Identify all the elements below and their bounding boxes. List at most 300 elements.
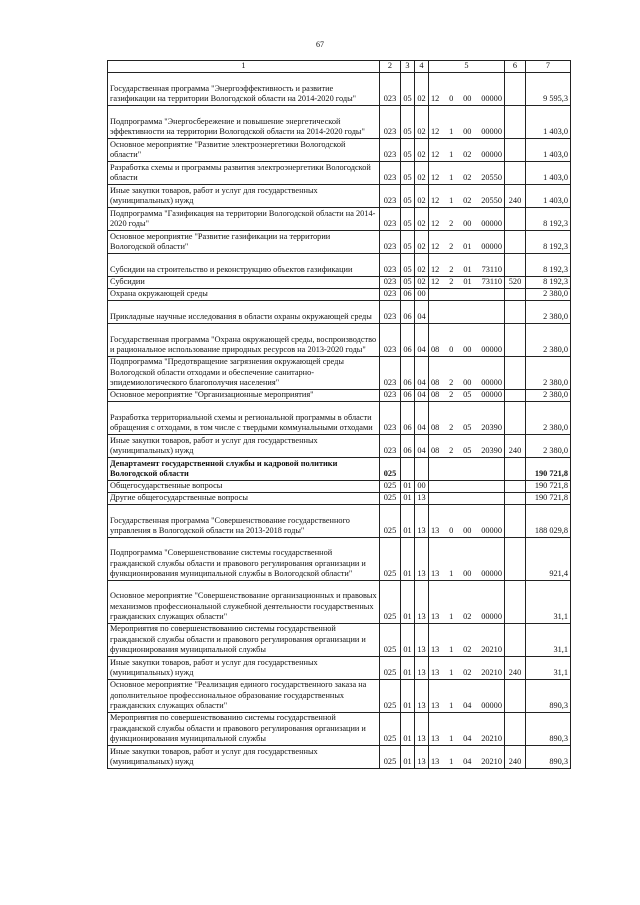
target-article-part: 20210 [481,757,502,766]
row-name-cell: Иные закупки товаров, работ и услуг для государственных (муниципальных) нужд [108,656,380,679]
admin-code-cell: 023 [380,300,401,323]
admin-code-cell: 023 [380,207,401,230]
target-article-part: 13 [431,668,440,677]
expense-type-cell [505,457,526,480]
target-article-part: 12 [431,277,440,286]
admin-code-cell: 025 [380,580,401,623]
admin-code-cell: 023 [380,161,401,184]
table-row [108,323,571,356]
header-cell: 7 [526,61,571,73]
section-code-cell: 06 [401,434,415,457]
table-row [108,288,571,300]
amount-cell: 921,4 [526,537,571,580]
header-cell: 6 [505,61,526,73]
target-article-part: 02 [463,196,472,205]
section-code-cell: 05 [401,138,415,161]
target-article-part: 05 [463,423,472,432]
target-article-part: 1 [449,701,454,710]
target-article-part: 00 [463,569,472,578]
target-article-part: 13 [431,526,440,535]
table-row [108,276,571,288]
amount-cell: 890,3 [526,745,571,768]
target-article-code [431,612,502,623]
admin-code-cell: 023 [380,253,401,276]
table-row [108,389,571,401]
target-article-part: 08 [431,446,440,455]
target-article-part: 02 [463,645,472,654]
target-article-part: 00 [463,127,472,136]
target-article-part: 13 [431,701,440,710]
target-article-part: 08 [431,345,440,354]
expense-type-cell [505,138,526,161]
target-article-part: 1 [449,645,454,654]
table-row [108,184,571,207]
target-article-part: 0 [449,94,454,103]
amount-cell: 188 029,8 [526,504,571,537]
target-article-cell [429,745,505,768]
target-article-cell [429,401,505,434]
target-article-part: 01 [463,277,472,286]
expense-type-cell: 240 [505,656,526,679]
section-code-cell: 06 [401,323,415,356]
target-article-part: 73110 [481,277,502,286]
target-article-part: 1 [449,173,454,182]
row-name-cell: Иные закупки товаров, работ и услуг для государственных (муниципальных) нужд [108,434,380,457]
expense-type-cell [505,288,526,300]
table-row [108,356,571,389]
subsection-code-cell: 13 [415,679,429,712]
table-row [108,138,571,161]
row-name-cell: Государственная программа "Энергоэффективность и развитие газификации на территории Вологодской области на 2014-2020 годы" [108,72,380,105]
target-article-code [431,127,502,138]
section-code-cell: 05 [401,230,415,253]
expense-type-cell: 240 [505,434,526,457]
subsection-code-cell: 13 [415,492,429,504]
subsection-code-cell: 02 [415,253,429,276]
target-article-code [431,757,502,768]
target-article-cell [429,300,505,323]
target-article-cell [429,679,505,712]
expense-type-cell [505,480,526,492]
target-article-cell [429,105,505,138]
table-row [108,207,571,230]
header-cell: 2 [380,61,401,73]
admin-code-cell: 025 [380,492,401,504]
target-article-cell [429,537,505,580]
target-article-part: 20550 [481,196,502,205]
target-article-part: 1 [449,757,454,766]
target-article-part: 02 [463,612,472,621]
section-code-cell: 06 [401,356,415,389]
table-row [108,401,571,434]
row-name-cell: Департамент государственной службы и кадровой политики Вологодской области [108,457,380,480]
target-article-code [431,701,502,712]
expense-type-cell [505,300,526,323]
row-name-cell: Другие общегосударственные вопросы [108,492,380,504]
amount-cell: 1 403,0 [526,138,571,161]
amount-cell: 2 380,0 [526,288,571,300]
amount-cell: 31,1 [526,580,571,623]
subsection-code-cell: 00 [415,480,429,492]
target-article-part: 00000 [481,150,502,159]
target-article-code [431,734,502,745]
target-article-cell [429,457,505,480]
amount-cell: 8 192,3 [526,207,571,230]
target-article-part: 00 [463,94,472,103]
expense-type-cell [505,623,526,656]
subsection-code-cell: 13 [415,504,429,537]
amount-cell: 1 403,0 [526,105,571,138]
subsection-code-cell: 04 [415,401,429,434]
table-row [108,457,571,480]
amount-cell: 31,1 [526,656,571,679]
target-article-code [431,219,502,230]
target-article-part: 12 [431,242,440,251]
target-article-part: 02 [463,150,472,159]
row-name-cell: Подпрограмма "Газификация на территории Вологодской области на 2014-2020 годы" [108,207,380,230]
row-name-cell: Субсидии [108,276,380,288]
admin-code-cell: 023 [380,230,401,253]
target-article-cell [429,492,505,504]
target-article-part: 2 [449,219,454,228]
target-article-code [431,668,502,679]
subsection-code-cell: 02 [415,138,429,161]
target-article-code [431,277,502,288]
row-name-cell: Разработка территориальной схемы и региональной программы в области обращения с отходами, в том числе с твердыми коммунальными отходами [108,401,380,434]
target-article-part: 20210 [481,668,502,677]
admin-code-cell: 025 [380,745,401,768]
section-code-cell: 05 [401,207,415,230]
target-article-cell [429,72,505,105]
target-article-part: 13 [431,612,440,621]
admin-code-cell: 023 [380,434,401,457]
admin-code-cell: 025 [380,504,401,537]
section-code-cell: 05 [401,253,415,276]
admin-code-cell: 023 [380,72,401,105]
expense-type-cell: 240 [505,184,526,207]
amount-cell: 190 721,8 [526,492,571,504]
row-name-cell: Общегосударственные вопросы [108,480,380,492]
admin-code-cell: 023 [380,105,401,138]
row-name-cell: Охрана окружающей среды [108,288,380,300]
subsection-code-cell: 02 [415,105,429,138]
amount-cell: 8 192,3 [526,253,571,276]
table-row [108,105,571,138]
section-code-cell [401,457,415,480]
target-article-cell [429,712,505,745]
target-article-part: 20390 [481,446,502,455]
budget-table [107,60,571,769]
expense-type-cell [505,323,526,356]
admin-code-cell: 025 [380,457,401,480]
section-code-cell: 05 [401,184,415,207]
target-article-part: 00 [463,219,472,228]
amount-cell: 2 380,0 [526,434,571,457]
amount-cell: 1 403,0 [526,161,571,184]
target-article-part: 04 [463,734,472,743]
expense-type-cell [505,580,526,623]
target-article-code [431,378,502,389]
target-article-cell [429,434,505,457]
row-name-cell: Основное мероприятие "Совершенствование организационных и правовых механизмов профессиональной служебной деятельности государственных гражданских служащих области" [108,580,380,623]
target-article-part: 2 [449,277,454,286]
target-article-part: 0 [449,526,454,535]
table-header-row [108,61,571,73]
subsection-code-cell: 04 [415,434,429,457]
target-article-part: 13 [431,569,440,578]
target-article-cell [429,623,505,656]
admin-code-cell: 023 [380,184,401,207]
section-code-cell: 05 [401,72,415,105]
amount-cell: 31,1 [526,623,571,656]
target-article-part: 1 [449,612,454,621]
target-article-part: 12 [431,219,440,228]
target-article-part: 20550 [481,173,502,182]
target-article-part: 01 [463,242,472,251]
target-article-part: 05 [463,446,472,455]
subsection-code-cell [415,457,429,480]
expense-type-cell [505,207,526,230]
target-article-code [431,173,502,184]
subsection-code-cell: 04 [415,300,429,323]
target-article-part: 00 [463,526,472,535]
target-article-part: 00000 [481,127,502,136]
table-row [108,253,571,276]
table-row [108,537,571,580]
target-article-part: 00 [463,345,472,354]
target-article-part: 08 [431,390,440,399]
target-article-part: 1 [449,734,454,743]
target-article-code [431,423,502,434]
expense-type-cell: 520 [505,276,526,288]
amount-cell: 2 380,0 [526,323,571,356]
section-code-cell: 01 [401,504,415,537]
section-code-cell: 01 [401,712,415,745]
table-row [108,656,571,679]
section-code-cell: 06 [401,288,415,300]
target-article-part: 02 [463,668,472,677]
row-name-cell: Подпрограмма "Совершенствование системы государственной гражданской службы области и правового регулирования организации и функционирования муниципальной службы в Вологодской области" [108,537,380,580]
admin-code-cell: 025 [380,679,401,712]
section-code-cell: 01 [401,580,415,623]
target-article-part: 1 [449,569,454,578]
admin-code-cell: 023 [380,323,401,356]
expense-type-cell: 240 [505,745,526,768]
target-article-cell [429,207,505,230]
target-article-part: 20390 [481,423,502,432]
row-name-cell: Разработка схемы и программы развития электроэнергетики Вологодской области [108,161,380,184]
target-article-part: 1 [449,127,454,136]
table-row [108,580,571,623]
target-article-part: 73110 [481,265,502,274]
section-code-cell: 06 [401,389,415,401]
admin-code-cell: 023 [380,356,401,389]
table-row [108,480,571,492]
table-body [108,72,571,768]
target-article-code [431,94,502,105]
subsection-code-cell: 04 [415,356,429,389]
target-article-part: 02 [463,173,472,182]
target-article-code [431,390,502,401]
row-name-cell: Иные закупки товаров, работ и услуг для государственных (муниципальных) нужд [108,184,380,207]
section-code-cell: 01 [401,537,415,580]
target-article-part: 12 [431,94,440,103]
subsection-code-cell: 13 [415,580,429,623]
target-article-cell [429,323,505,356]
table-row [108,504,571,537]
header-cell: 5 [429,61,505,73]
target-article-cell [429,276,505,288]
target-article-part: 2 [449,446,454,455]
subsection-code-cell: 00 [415,288,429,300]
expense-type-cell [505,389,526,401]
row-name-cell: Основное мероприятие "Организационные мероприятия" [108,389,380,401]
target-article-code [431,242,502,253]
amount-cell: 9 595,3 [526,72,571,105]
section-code-cell: 01 [401,480,415,492]
target-article-part: 2 [449,242,454,251]
table-row [108,72,571,105]
target-article-cell [429,389,505,401]
table-row [108,712,571,745]
target-article-part: 00000 [481,345,502,354]
target-article-part: 12 [431,150,440,159]
target-article-part: 2 [449,265,454,274]
admin-code-cell: 025 [380,656,401,679]
expense-type-cell [505,712,526,745]
target-article-part: 2 [449,390,454,399]
admin-code-cell: 025 [380,537,401,580]
target-article-cell [429,161,505,184]
target-article-code [431,645,502,656]
admin-code-cell: 025 [380,623,401,656]
table-row [108,434,571,457]
target-article-cell [429,580,505,623]
row-name-cell: Государственная программа "Охрана окружающей среды, воспроизводство и рациональное использование природных ресурсов на 2013-2020 годы" [108,323,380,356]
amount-cell: 190 721,8 [526,480,571,492]
subsection-code-cell: 02 [415,184,429,207]
row-name-cell: Основное мероприятие "Развитие газификации на территории Вологодской области" [108,230,380,253]
subsection-code-cell: 02 [415,161,429,184]
amount-cell: 890,3 [526,679,571,712]
target-article-part: 13 [431,734,440,743]
amount-cell: 890,3 [526,712,571,745]
expense-type-cell [505,105,526,138]
target-article-part: 00000 [481,612,502,621]
admin-code-cell: 023 [380,288,401,300]
target-article-cell [429,480,505,492]
amount-cell: 2 380,0 [526,389,571,401]
section-code-cell: 05 [401,105,415,138]
row-name-cell: Основное мероприятие "Реализация единого государственного заказа на дополнительное профессиональное образование государственных гражданских служащих области" [108,679,380,712]
target-article-part: 2 [449,378,454,387]
target-article-part: 05 [463,390,472,399]
target-article-cell [429,504,505,537]
row-name-cell: Прикладные научные исследования в области охраны окружающей среды [108,300,380,323]
amount-cell: 2 380,0 [526,300,571,323]
target-article-part: 00000 [481,390,502,399]
target-article-part: 13 [431,645,440,654]
expense-type-cell [505,356,526,389]
target-article-part: 00000 [481,242,502,251]
target-article-part: 1 [449,196,454,205]
target-article-code [431,569,502,580]
target-article-cell [429,230,505,253]
row-name-cell: Основное мероприятие "Развитие электроэнергетики Вологодской области" [108,138,380,161]
row-name-cell: Подпрограмма "Предотвращение загрязнения окружающей среды Вологодской области отходами и обеспечение санитарно-эпидемиологического благополучия населения" [108,356,380,389]
subsection-code-cell: 13 [415,712,429,745]
table-row [108,679,571,712]
admin-code-cell: 023 [380,389,401,401]
target-article-part: 20210 [481,734,502,743]
target-article-part: 00000 [481,378,502,387]
target-article-part: 1 [449,668,454,677]
expense-type-cell [505,230,526,253]
admin-code-cell: 023 [380,276,401,288]
target-article-part: 00000 [481,569,502,578]
target-article-code [431,265,502,276]
section-code-cell: 06 [401,300,415,323]
section-code-cell: 01 [401,623,415,656]
amount-cell: 1 403,0 [526,184,571,207]
amount-cell: 2 380,0 [526,356,571,389]
header-cell: 3 [401,61,415,73]
subsection-code-cell: 04 [415,323,429,356]
target-article-part: 1 [449,150,454,159]
subsection-code-cell: 02 [415,276,429,288]
target-article-part: 0 [449,345,454,354]
target-article-part: 04 [463,701,472,710]
expense-type-cell [505,253,526,276]
expense-type-cell [505,72,526,105]
page-number: 67 [316,40,324,49]
target-article-part: 12 [431,173,440,182]
expense-type-cell [505,504,526,537]
row-name-cell: Субсидии на строительство и реконструкцию объектов газификации [108,253,380,276]
subsection-code-cell: 13 [415,537,429,580]
target-article-part: 00000 [481,701,502,710]
section-code-cell: 01 [401,679,415,712]
table-row [108,230,571,253]
subsection-code-cell: 13 [415,745,429,768]
section-code-cell: 06 [401,401,415,434]
target-article-part: 08 [431,423,440,432]
target-article-cell [429,356,505,389]
target-article-cell [429,288,505,300]
amount-cell: 190 721,8 [526,457,571,480]
subsection-code-cell: 04 [415,389,429,401]
subsection-code-cell: 02 [415,72,429,105]
expense-type-cell [505,401,526,434]
target-article-part: 2 [449,423,454,432]
target-article-part: 00000 [481,94,502,103]
target-article-part: 20210 [481,645,502,654]
amount-cell: 8 192,3 [526,230,571,253]
section-code-cell: 05 [401,161,415,184]
target-article-code [431,446,502,457]
target-article-code [431,196,502,207]
target-article-part: 00 [463,378,472,387]
amount-cell: 2 380,0 [526,401,571,434]
target-article-cell [429,184,505,207]
header-cell: 1 [108,61,380,73]
admin-code-cell: 023 [380,138,401,161]
target-article-part: 08 [431,378,440,387]
target-article-part: 00000 [481,219,502,228]
target-article-part: 12 [431,196,440,205]
target-article-part: 04 [463,757,472,766]
target-article-part: 13 [431,757,440,766]
